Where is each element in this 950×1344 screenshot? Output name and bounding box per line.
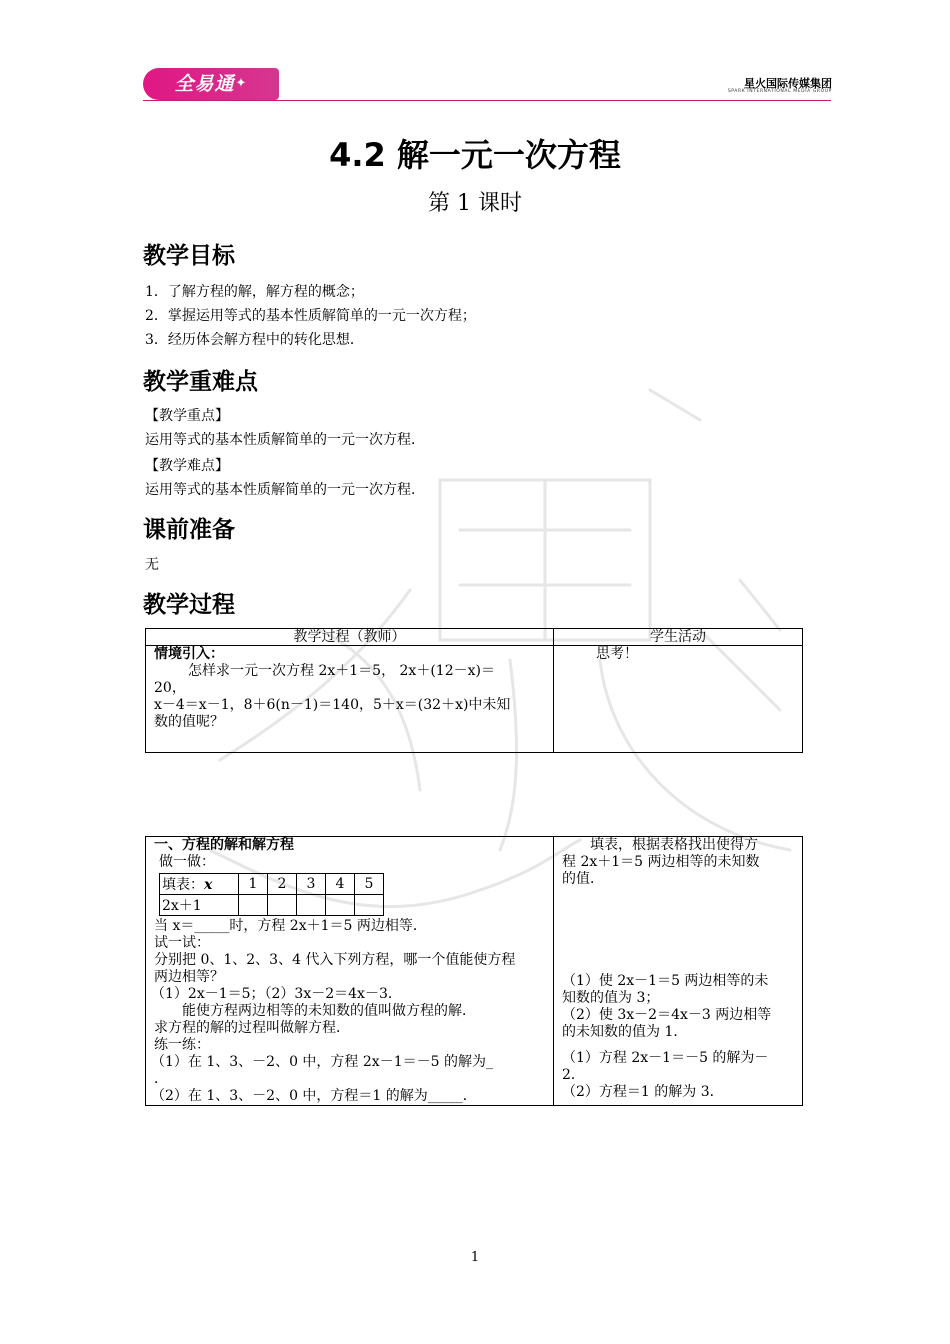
student-activity: 思考！ [596, 646, 638, 662]
intro-label: 情境引入： [154, 646, 224, 662]
focus-label: 【教学重点】 [145, 408, 229, 424]
student-cell-solutions [554, 837, 803, 1106]
fill-row-label: 2x＋1 [160, 895, 239, 916]
sparkle-icon: ✦ [235, 76, 248, 91]
teacher-line: 分别把 0、1、2、3、4 代入下列方程，哪一个值能使方程 [154, 952, 516, 968]
page-title: 4.2 解一元一次方程 [329, 136, 621, 174]
process-table-intro [145, 628, 803, 753]
column-header-teacher: 教学过程（教师） [146, 629, 554, 646]
teacher-line: 能使方程两边相等的未知数的值叫做方程的解． [154, 1003, 476, 1019]
objective-item: 3．经历体会解方程中的转化思想． [145, 332, 364, 348]
page-number: 1 [470, 1250, 480, 1265]
focus-text: 运用等式的基本性质解简单的一元一次方程． [145, 432, 425, 448]
student-line: 程 2x＋1＝5 两边相等的未知数 [562, 854, 760, 870]
table-cell: 3 [297, 874, 326, 895]
student-line: 知数的值为 3； [562, 990, 660, 1006]
student-line: （1）方程 2x－1＝－5 的解为－ [562, 1050, 769, 1066]
table-cell: 5 [355, 874, 384, 895]
student-line: 2． [562, 1067, 585, 1083]
preparation-text: 无 [145, 557, 159, 573]
teacher-cell-intro [146, 646, 554, 753]
teacher-line: 当 x＝_____时，方程 2x＋1＝5 两边相等． [154, 918, 427, 934]
key-points-heading: 教学重难点 [143, 369, 258, 395]
intro-line: 20， [154, 680, 186, 696]
fill-x: x [204, 877, 213, 893]
teacher-line: 两边相等？ [154, 969, 224, 985]
teacher-line: 练一练： [154, 1037, 210, 1053]
teacher-line: 求方程的解的过程叫做解方程． [154, 1020, 350, 1036]
teacher-line: ． [154, 1071, 168, 1087]
page-subtitle: 第 1 课时 [428, 191, 522, 216]
student-line: （1）使 2x－1＝5 两边相等的未 [562, 973, 769, 989]
fill-in-table [159, 873, 384, 916]
objectives-heading: 教学目标 [143, 243, 235, 269]
difficulty-text: 运用等式的基本性质解简单的一元一次方程． [145, 482, 425, 498]
teacher-cell-solutions [146, 837, 554, 1106]
student-line: （2）方程＝1 的解为 3． [562, 1084, 724, 1100]
column-header-student: 学生活动 [554, 629, 803, 646]
table-cell: 2 [268, 874, 297, 895]
objective-item: 1．了解方程的解，解方程的概念； [145, 284, 364, 300]
fill-label: 填表： [162, 877, 204, 893]
fill-label-cell [160, 874, 239, 895]
publisher-name: 星火国际传媒集团 [744, 77, 832, 90]
table-cell[interactable] [297, 895, 326, 916]
student-line: 的值． [562, 871, 604, 887]
teacher-line: 试一试： [154, 935, 210, 951]
student-line: 的未知数的值为 1． [562, 1024, 688, 1040]
table-cell[interactable] [268, 895, 297, 916]
table-cell: 1 [239, 874, 268, 895]
process-heading: 教学过程 [143, 592, 235, 618]
publisher-name-en: SPARK INTERNATIONAL MEDIA GROUP [727, 89, 832, 94]
table-cell[interactable] [355, 895, 384, 916]
logo-text: 全易通 [174, 73, 235, 95]
section-heading: 一、方程的解和解方程 [154, 837, 294, 853]
student-line: （2）使 3x－2＝4x－3 两边相等 [562, 1007, 772, 1023]
process-table-solutions [145, 836, 803, 1106]
brand-logo [143, 68, 279, 100]
header-divider [143, 100, 831, 101]
teacher-line: （1）2x－1＝5；（2）3x－2＝4x－3． [151, 986, 402, 1002]
teacher-line: （1）在 1、3、－2、0 中，方程 2x－1＝－5 的解为_ [151, 1054, 493, 1070]
student-cell-intro [554, 646, 803, 753]
do-label: 做一做： [159, 854, 215, 870]
table-cell[interactable] [239, 895, 268, 916]
student-line: 填表，根据表格找出使得方 [562, 837, 758, 853]
table-cell[interactable] [326, 895, 355, 916]
intro-line: x－4＝x－1，8＋6(n－1)＝140，5＋x＝(32＋x)中未知 [154, 697, 511, 713]
difficulty-label: 【教学难点】 [145, 458, 229, 474]
objective-item: 2．掌握运用等式的基本性质解简单的一元一次方程； [145, 308, 476, 324]
intro-line: 数的值呢？ [154, 714, 224, 730]
table-cell: 4 [326, 874, 355, 895]
preparation-heading: 课前准备 [143, 517, 235, 543]
teacher-line: （2）在 1、3、－2、0 中，方程＝1 的解为_____． [151, 1088, 477, 1104]
intro-line: 怎样求一元一次方程 2x＋1＝5， 2x＋(12－x)＝ [188, 663, 495, 679]
